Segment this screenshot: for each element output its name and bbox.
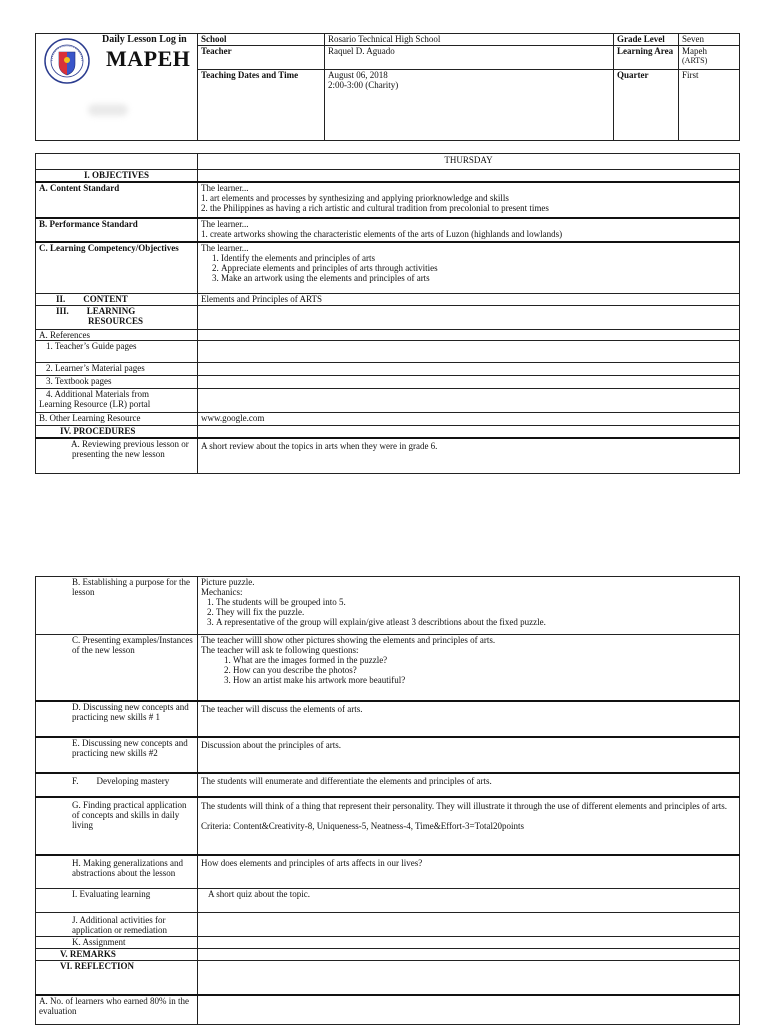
blank-cell <box>198 949 740 961</box>
dates-label: Teaching Dates and Time <box>198 70 325 141</box>
competency-item: 1. Identify the elements and principles of arts <box>221 253 736 263</box>
blank-cell <box>198 170 740 182</box>
purpose-item: 2. They will fix the puzzle. <box>216 607 736 617</box>
blank-cell <box>198 306 740 330</box>
presenting-item: 2. How can you describe the photos? <box>233 665 736 675</box>
quarter-value: First <box>679 70 740 141</box>
content-standard-line: 1. art elements and processes by synthesizing and applying priorknowledge and skills <box>201 192 509 203</box>
additional-activities-label: J. Additional activities for application or remediation <box>36 913 198 937</box>
dates-value-line1: August 06, 2018 <box>328 70 388 81</box>
competency-label: C. Learning Competency/Objectives <box>36 242 198 294</box>
discussing-1-value: The teacher will discuss the elements of arts. <box>198 701 740 737</box>
grade-value: Seven <box>679 34 740 46</box>
generalization-value: How does elements and principles of arts affects in our lives? <box>198 855 740 889</box>
resources-heading <box>36 306 198 330</box>
evaluating-value: A short quiz about the topic. <box>198 889 740 913</box>
deped-seal-icon <box>44 38 90 84</box>
school-value: Rosario Technical High School <box>325 34 614 46</box>
blank-cell <box>36 154 198 170</box>
content-standard-line: The learner... <box>201 182 249 193</box>
blank-cell <box>198 937 740 949</box>
tg-pages-label: 1. Teacher’s Guide pages <box>36 341 198 363</box>
assignment-label: K. Assignment <box>36 937 198 949</box>
lm-pages-label: 2. Learner’s Material pages <box>36 363 198 376</box>
subject-title: MAPEH <box>106 46 191 71</box>
performance-line: The learner... <box>201 218 249 229</box>
mastery-label: F. Developing mastery <box>36 773 198 797</box>
purpose-label: B. Establishing a purpose for the lesson <box>36 577 198 635</box>
blank-cell <box>198 426 740 438</box>
teacher-value: Raquel D. Aguado <box>325 46 614 70</box>
performance-standard-label: B. Performance Standard <box>36 218 198 242</box>
blank-cell <box>198 363 740 376</box>
objectives-heading: I. OBJECTIVES <box>36 170 198 182</box>
grade-label: Grade Level <box>614 34 679 46</box>
performance-standard-value <box>198 218 740 242</box>
reflection-heading: VI. REFLECTION <box>36 961 198 995</box>
mastery-value: The students will enumerate and differentiate the elements and principles of arts. <box>198 773 740 797</box>
blank-cell <box>198 330 740 341</box>
additional-line: 4. Additional Materials from <box>46 389 149 399</box>
dates-value-line2: 2:00-3:00 (Charity) <box>328 80 399 91</box>
purpose-item: 1. The students will be grouped into 5. <box>216 597 736 607</box>
criteria-line: Criteria: Content&Creativity-8, Uniqueness-5, Neatness-4, Time&Effort-3=Total20points <box>201 820 524 831</box>
procedures-heading: IV. PROCEDURES <box>36 426 198 438</box>
additional-line: Learning Resource (LR) portal <box>39 399 151 409</box>
presenting-list <box>201 655 736 685</box>
review-value: A short review about the topics in arts when they were in grade 6. <box>198 438 740 474</box>
lesson-table-2 <box>35 576 740 1025</box>
blank-cell <box>198 961 740 995</box>
resources-heading-line: RESOURCES <box>88 316 144 326</box>
blank-cell <box>198 913 740 937</box>
teacher-label: Teacher <box>198 46 325 70</box>
content-standard-label: A. Content Standard <box>36 182 198 218</box>
dates-value <box>325 70 614 141</box>
header-table <box>35 33 740 141</box>
presenting-value <box>198 635 740 701</box>
school-label: School <box>198 34 325 46</box>
day-header: THURSDAY <box>198 154 740 170</box>
area-value <box>679 46 740 70</box>
review-label: A. Reviewing previous lesson or presenting the new lesson <box>36 438 198 474</box>
competency-intro: The learner... <box>201 242 249 253</box>
area-label: Learning Area <box>614 46 679 70</box>
evaluating-label: I. Evaluating learning <box>36 889 198 913</box>
presenting-item: 1. What are the images formed in the puzzle? <box>233 655 736 665</box>
purpose-line: Picture puzzle. <box>201 577 255 587</box>
competency-item: 3. Make an artwork using the elements and principles of arts <box>221 273 736 283</box>
presenting-item: 3. How an artist make his artwork more beautiful? <box>233 675 736 685</box>
additional-materials-label <box>36 389 198 413</box>
log-title: Daily Lesson Log in <box>102 34 187 45</box>
other-resource-label: B. Other Learning Resource <box>36 413 198 426</box>
application-label: G. Finding practical application of concepts and skills in daily living <box>36 797 198 855</box>
presenting-line: The teacher willl show other pictures showing the elements and principles of arts. <box>201 635 496 645</box>
presenting-label: C. Presenting examples/Instances of the new lesson <box>36 635 198 701</box>
competency-item: 2. Appreciate elements and principles of arts through activities <box>221 263 736 273</box>
purpose-item: 3. A representative of the group will explain/give atleast 3 describtions about the fixed puzzle. <box>216 617 736 627</box>
content-heading: II. CONTENT <box>36 294 198 306</box>
blank-cell <box>198 389 740 413</box>
quarter-label: Quarter <box>614 70 679 141</box>
blank-cell <box>198 376 740 389</box>
resources-heading-line: III. LEARNING <box>56 306 136 316</box>
competency-value <box>198 242 740 294</box>
content-value: Elements and Principles of ARTS <box>198 294 740 306</box>
discussing-2-value: Discussion about the principles of arts. <box>198 737 740 773</box>
textbook-label: 3. Textbook pages <box>36 376 198 389</box>
competency-list <box>201 253 736 283</box>
application-line: The students will think of a thing that represent their personality. They will illustrate it through the use of different elements and principles of arts. <box>201 800 727 811</box>
area-value-line2: (ARTS) <box>682 56 708 66</box>
presenting-line: The teacher will ask te following questions: <box>201 645 359 655</box>
discussing-2-label: E. Discussing new concepts and practicing new skills #2 <box>36 737 198 773</box>
application-value <box>198 797 740 855</box>
content-standard-value <box>198 182 740 218</box>
learners-80-label: A. No. of learners who earned 80% in the evaluation <box>36 995 198 1025</box>
logo-cell <box>36 34 198 141</box>
purpose-value <box>198 577 740 635</box>
blank-cell <box>198 341 740 363</box>
remarks-heading: V. REMARKS <box>36 949 198 961</box>
generalization-label: H. Making generalizations and abstractions about the lesson <box>36 855 198 889</box>
discussing-1-label: D. Discussing new concepts and practicing new skills # 1 <box>36 701 198 737</box>
content-standard-line: 2. the Philippines as having a rich artistic and cultural tradition from precolonial to present times <box>201 202 549 213</box>
lesson-table-1 <box>35 153 740 474</box>
blank-cell <box>198 995 740 1025</box>
other-resource-value: www.google.com <box>198 413 740 426</box>
performance-line: 1. create artworks showing the characteristic elements of the arts of Luzon (highlands and lowlands) <box>201 228 563 239</box>
area-value-line1: Mapeh <box>682 46 707 57</box>
purpose-line: Mechanics: <box>201 587 243 597</box>
blurred-mark <box>88 104 128 116</box>
references-label: A. References <box>36 330 198 341</box>
purpose-list <box>201 597 736 627</box>
